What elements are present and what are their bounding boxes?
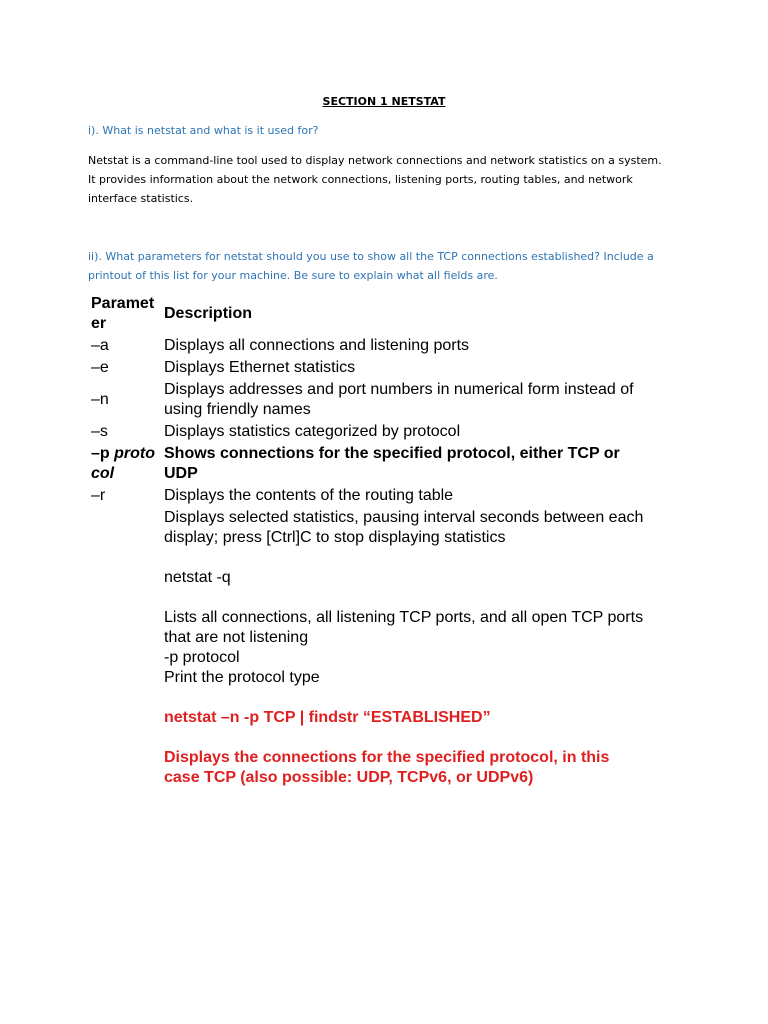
row-desc: Displays the contents of the routing table bbox=[164, 487, 454, 504]
row-param-line-1 bbox=[91, 444, 164, 464]
red-command: netstat –n -p TCP | findstr “ESTABLISHED” bbox=[164, 709, 491, 726]
extra-line-5: -p protocol bbox=[164, 649, 240, 666]
question-2 bbox=[88, 247, 688, 285]
row-desc-extra bbox=[164, 507, 691, 789]
extra-line-6: Print the protocol type bbox=[164, 669, 320, 686]
row-desc-line-1: Displays addresses and port numbers in numerical form instead of bbox=[164, 381, 634, 398]
row-param-empty bbox=[91, 507, 164, 789]
row-desc: Displays all connections and listening ports bbox=[164, 337, 470, 354]
extra-line-2: display; press [Ctrl]C to stop displaying statistics bbox=[164, 529, 506, 546]
table-row bbox=[91, 421, 691, 443]
row-desc-line-2: UDP bbox=[164, 465, 198, 482]
table-header-row bbox=[91, 293, 691, 335]
row-param: –r bbox=[91, 487, 106, 504]
table-row bbox=[91, 379, 691, 421]
answer-1-line-2: It provides information about the network connections, listening ports, routing tables, and network bbox=[88, 173, 633, 186]
parameter-table bbox=[91, 293, 691, 789]
table-row bbox=[91, 335, 691, 357]
extra-line-4: that are not listening bbox=[164, 629, 309, 646]
question-2-line-2: printout of this list for your machine. Be sure to explain what all fields are. bbox=[88, 269, 498, 282]
extra-line-3: Lists all connections, all listening TCP ports, and all open TCP ports bbox=[164, 609, 644, 626]
spacer bbox=[164, 548, 691, 568]
answer-1-line-3: interface statistics. bbox=[88, 192, 194, 205]
row-desc-line-2: using friendly names bbox=[164, 401, 311, 418]
answer-1 bbox=[88, 151, 688, 208]
row-param: –e bbox=[91, 359, 109, 376]
row-param: –s bbox=[91, 423, 108, 440]
extra-cmd: netstat -q bbox=[164, 569, 231, 586]
row-desc: Displays Ethernet statistics bbox=[164, 359, 356, 376]
table-row bbox=[91, 443, 691, 485]
row-desc bbox=[164, 443, 691, 485]
red-description-line-1: Displays the connections for the specified protocol, in this bbox=[164, 749, 610, 766]
row-desc-line-1: Shows connections for the specified protocol, either TCP or bbox=[164, 445, 620, 462]
row-param bbox=[91, 443, 164, 485]
header-description: Description bbox=[164, 305, 253, 322]
table-row-extra bbox=[91, 507, 691, 789]
spacer bbox=[164, 728, 691, 748]
param-italic-part-1: proto bbox=[114, 445, 155, 462]
row-param: –a bbox=[91, 337, 109, 354]
header-parameter-line-1: Paramet bbox=[91, 295, 155, 312]
param-prefix: –p bbox=[91, 445, 115, 462]
extra-line-1: Displays selected statistics, pausing interval seconds between each bbox=[164, 509, 644, 526]
param-italic-part-2: col bbox=[91, 465, 115, 482]
table-row bbox=[91, 485, 691, 507]
spacer bbox=[164, 688, 691, 708]
header-parameter-line-2: er bbox=[91, 315, 107, 332]
row-param: –n bbox=[91, 391, 109, 408]
spacer bbox=[164, 588, 691, 608]
question-2-line-1: ii). What parameters for netstat should you use to show all the TCP connections established? Include a bbox=[88, 250, 654, 263]
section-title: SECTION 1 NETSTAT bbox=[322, 95, 446, 108]
table-row bbox=[91, 357, 691, 379]
question-1: i). What is netstat and what is it used for? bbox=[88, 124, 319, 137]
red-description-line-2: case TCP (also possible: UDP, TCPv6, or UDPv6) bbox=[164, 769, 534, 786]
row-desc: Displays statistics categorized by protocol bbox=[164, 423, 461, 440]
answer-1-line-1: Netstat is a command-line tool used to display network connections and network statistics on a system. bbox=[88, 154, 662, 167]
row-desc bbox=[164, 379, 691, 421]
header-parameter bbox=[91, 293, 164, 335]
